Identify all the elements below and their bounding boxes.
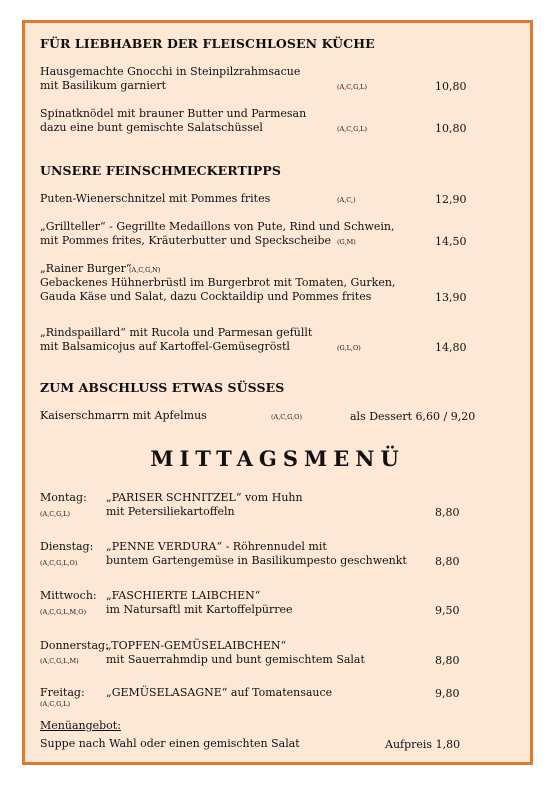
menu-item-grill-line2: mit Pommes frites, Kräuterbutter und Speckscheibe: [40, 234, 332, 247]
menu-item-paillard-price: 14,80: [435, 341, 467, 354]
menu-item-paillard-line2: mit Balsamicojus auf Kartoffel-Gemüsegröstl: [40, 340, 290, 353]
menu-item-gnocchi-price: 10,80: [435, 80, 467, 93]
lunch-monday-price: 8,80: [435, 506, 460, 519]
menu-item-kaiserschmarrn: Kaiserschmarrn mit Apfelmus: [40, 409, 207, 422]
menu-item-kaiserschmarrn-allergens: (A,C,G,O): [271, 413, 302, 421]
menu-item-paillard-allergens: (G,L,O): [337, 344, 361, 352]
menu-item-grill-allergens: (G,M): [337, 238, 356, 246]
menu-offer-label: Menüangebot:: [40, 719, 121, 732]
menu-item-burger-line2: Gebackenes Hühnerbrüstl im Burgerbrot mit Tomaten, Gurken,: [40, 276, 396, 289]
lunch-day-wednesday: Mittwoch:: [40, 589, 97, 602]
menu-item-gnocchi-line2: mit Basilikum garniert: [40, 79, 167, 92]
lunch-monday-line2: mit Petersiliekartoffeln: [106, 505, 235, 518]
menu-item-spinach-line2: dazu eine bunt gemischte Salatschüssel: [40, 121, 263, 134]
lunch-menu-title: MITTAGSMENÜ: [150, 446, 405, 471]
lunch-tuesday-line1: „PENNE VERDURA“ - Röhrennudel mit: [106, 540, 327, 553]
lunch-friday-price: 9,80: [435, 687, 460, 700]
menu-item-spinach-line1: Spinatknödel mit brauner Butter und Parmesan: [40, 107, 307, 120]
section-title-vegetarian: FÜR LIEBHABER DER FLEISCHLOSEN KÜCHE: [40, 36, 375, 51]
lunch-friday-line1: „GEMÜSELASAGNE“ auf Tomatensauce: [106, 686, 333, 699]
menu-item-burger-line3: Gauda Käse und Salat, dazu Cocktaildip und Pommes frites: [40, 290, 372, 303]
section-title-dessert: ZUM ABSCHLUSS ETWAS SÜSSES: [40, 380, 285, 395]
menu-item-burger-line1: „Rainer Burger“: [40, 262, 132, 275]
lunch-tuesday-price: 8,80: [435, 555, 460, 568]
lunch-thursday-allergens: (A,C,G,L,M): [40, 657, 79, 665]
lunch-wednesday-allergens: (A,C,G,L,M,O): [40, 608, 87, 616]
menu-item-gnocchi-allergens: (A,C,G,L): [337, 83, 367, 91]
menu-offer-price: Aufpreis 1,80: [385, 738, 461, 751]
lunch-tuesday-allergens: (A,C,G,L,O): [40, 559, 78, 567]
menu-item-burger-price: 13,90: [435, 291, 467, 304]
section-title-tips: UNSERE FEINSCHMECKERTIPPS: [40, 163, 281, 178]
menu-item-kaiserschmarrn-price: als Dessert 6,60 / 9,20: [350, 410, 476, 423]
menu-item-schnitzel-line1: Puten-Wienerschnitzel mit Pommes frites: [40, 192, 271, 205]
menu-item-schnitzel-price: 12,90: [435, 193, 467, 206]
lunch-day-monday: Montag:: [40, 491, 87, 504]
lunch-monday-line1: „PARISER SCHNITZEL“ vom Huhn: [106, 491, 303, 504]
menu-item-grill-price: 14,50: [435, 235, 467, 248]
lunch-thursday-line1: „TOPFEN-GEMÜSELAIBCHEN“: [106, 639, 287, 652]
lunch-thursday-line2: mit Sauerrahmdip und bunt gemischtem Salat: [106, 653, 365, 666]
menu-item-schnitzel-allergens: (A,C,): [337, 196, 356, 204]
lunch-day-thursday: Donnerstag:: [40, 639, 109, 652]
menu-offer-text: Suppe nach Wahl oder einen gemischten Salat: [40, 737, 300, 750]
lunch-wednesday-line1: „FASCHIERTE LAIBCHEN“: [106, 589, 261, 602]
lunch-tuesday-line2: buntem Gartengemüse in Basilikumpesto geschwenkt: [106, 554, 407, 567]
lunch-monday-allergens: (A,C,G,L): [40, 510, 70, 518]
menu-item-spinach-price: 10,80: [435, 122, 467, 135]
lunch-wednesday-price: 9,50: [435, 604, 460, 617]
lunch-thursday-price: 8,80: [435, 654, 460, 667]
menu-item-spinach-allergens: (A,C,G,L): [337, 125, 367, 133]
menu-item-gnocchi-line1: Hausgemachte Gnocchi in Steinpilzrahmsacue: [40, 65, 301, 78]
menu-item-grill-line1: „Grillteller“ - Gegrillte Medaillons von Pute, Rind und Schwein,: [40, 220, 395, 233]
lunch-wednesday-line2: im Natursaftl mit Kartoffelpürree: [106, 603, 293, 616]
lunch-day-tuesday: Dienstag:: [40, 540, 94, 553]
lunch-friday-allergens: (A,C,G,L): [40, 700, 70, 708]
menu-card: [22, 20, 533, 765]
menu-item-paillard-line1: „Rindspaillard“ mit Rucola und Parmesan gefüllt: [40, 326, 313, 339]
lunch-day-friday: Freitag:: [40, 686, 85, 699]
menu-item-burger-allergens: (A,C,G,N): [129, 266, 161, 274]
